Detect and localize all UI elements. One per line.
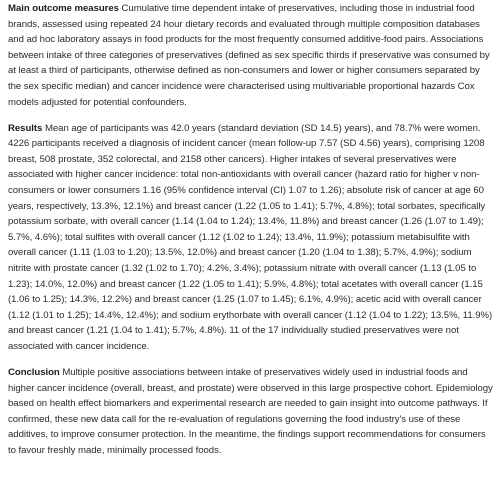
section-text: Multiple positive associations between intake of preservatives widely used in industrial foods and higher cancer incidence (overall, breast, and prostate) were observed in this large prospective cohort. Epidemiology based on health effect biomarkers and experimental research are needed to gain insight into outcome pathways. If confirmed, these new data call for the re-evaluation of regulations governing the food industry's use of these additives, to improve consumer protection. In the meantime, the findings support recommendations for consumers to favour freshly made, minimally processed foods.: [8, 367, 493, 457]
conclusion-section: [8, 365, 494, 459]
section-heading: Main outcome measures: [8, 3, 119, 14]
section-heading: Results: [8, 122, 43, 134]
main-outcome-measures-section: [8, 1, 494, 110]
results-section: [8, 121, 494, 355]
section-text: Mean age of participants was 42.0 years (standard deviation (SD 14.5) years), and 78.7% were women. 4226 participants received a diagnosis of incident cancer (mean follow-up 7.57 (SD 4.56) years), comprising 1208 breast, 508 prostate, 352 colorectal, and 2158 other cancers). Higher intakes of several preservatives were associated with higher cancer incidence: total non-antioxidants with overall cancer (hazard ratio for higher v non-consumers or lower consumers 1.16 (95% confidence interval (CI) 1.07 to 1.26); absolute risk of cancer at age 60 years, respectively, 13.3%, 12.1%) and breast cancer (1.22 (1.05 to 1.41); 5.7%, 4.8%); total sorbates, specifically potassium sorbate, with overall cancer (1.14 (1.04 to 1.24); 13.4%, 11.8%) and breast cancer (1.26 (1.07 to 1.49); 5.7%, 4.6%); total sulfites with overall cancer (1.12 (1.02 to 1.24); 13.4%, 11.9%); potassium metabisulfite with overall cancer (1.11 (1.03 to 1.20); 13.5%, 12.0%) and breast cancer (1.20 (1.04 to 1.38); 5.7%, 4.9%); sodium nitrite with prostate cancer (1.32 (1.02 to 1.70); 4.2%, 3.4%); potassium nitrate with overall cancer (1.13 (1.05 to 1.23); 14.0%, 12.0%) and breast cancer (1.22 (1.05 to 1.41); 5.9%, 4.8%); total acetates with overall cancer (1.15 (1.06 to 1.25); 14.3%, 12.2%) and breast cancer (1.25 (1.07 to 1.45); 6.1%, 4.9%); acetic acid with overall cancer (1.12 (1.01 to 1.25); 14.4%, 12.4%); and sodium erythorbate with overall cancer (1.12 (1.04 to 1.22); 13.5%, 11.9%) and breast cancer (1.21 (1.04 to 1.41); 5.7%, 4.8%). 11 of the 17 individually studied preservatives were not associated with cancer incidence.: [8, 122, 493, 352]
section-heading: Conclusion: [8, 367, 60, 379]
section-text: Cumulative time dependent intake of preservatives, including those in industrial food brands, assessed using repeated 24 hour dietary records and evaluated through multiple composition databases and ad hoc laboratory assays in food products for the most frequently consumed additive-food pairs. Associations between intake of three categories of preservatives (defined as sex specific thirds if preservative was consumed by at least a third of participants, otherwise defined as non-consumers and lower or higher consumers separated by the sex specific median) and cancer incidence were characterised using multivariable proportional hazards Cox models adjusted for potential confounders.: [8, 3, 490, 108]
